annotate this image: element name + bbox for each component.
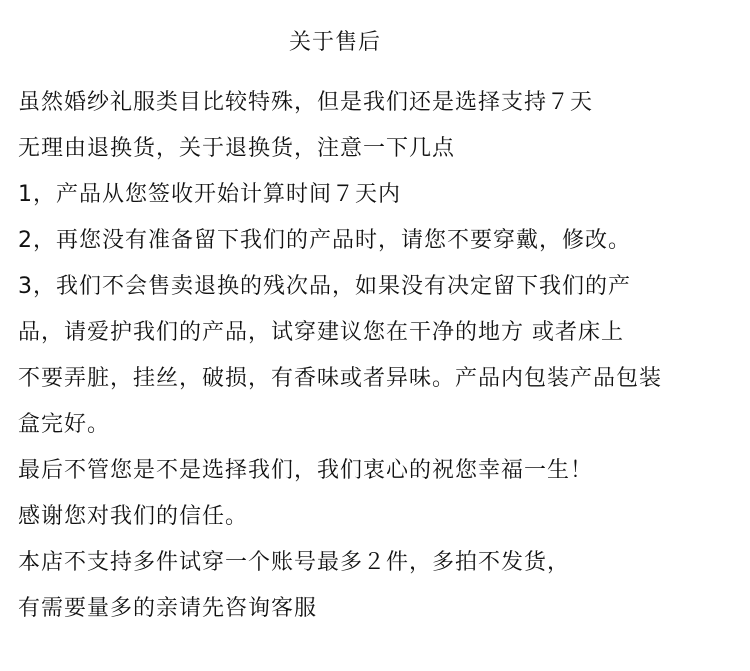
- notice-line-8: 盒完好。: [18, 412, 111, 437]
- notice-line-9: 最后不管您是不是选择我们，我们衷心的祝您幸福一生！: [18, 458, 594, 483]
- notice-line-11: 本店不支持多件试穿一个账号最多２件，多拍不发货，: [18, 550, 571, 575]
- notice-line-7: 不要弄脏，挂丝，破损，有香味或者异味。产品内包装产品包装: [18, 366, 663, 391]
- notice-line-1: 虽然婚纱礼服类目比较特殊，但是我们还是选择支持７天: [18, 90, 594, 115]
- notice-line-5: 3，我们不会售卖退换的残次品，如果没有决定留下我们的产: [18, 274, 631, 299]
- notice-line-10: 感谢您对我们的信任。: [18, 504, 249, 529]
- notice-line-12: 有需要量多的亲请先咨询客服: [18, 596, 318, 621]
- notice-line-3: 1，产品从您签收开始计算时间７天内: [18, 182, 401, 207]
- notice-line-6: 品，请爱护我们的产品，试穿建议您在干净的地方 或者床上: [18, 320, 624, 345]
- page-title: 关于售后: [288, 30, 381, 55]
- notice-line-2: 无理由退换货，关于退换货，注意一下几点: [18, 136, 456, 161]
- notice-line-4: 2，再您没有准备留下我们的产品时，请您不要穿戴，修改。: [18, 228, 631, 253]
